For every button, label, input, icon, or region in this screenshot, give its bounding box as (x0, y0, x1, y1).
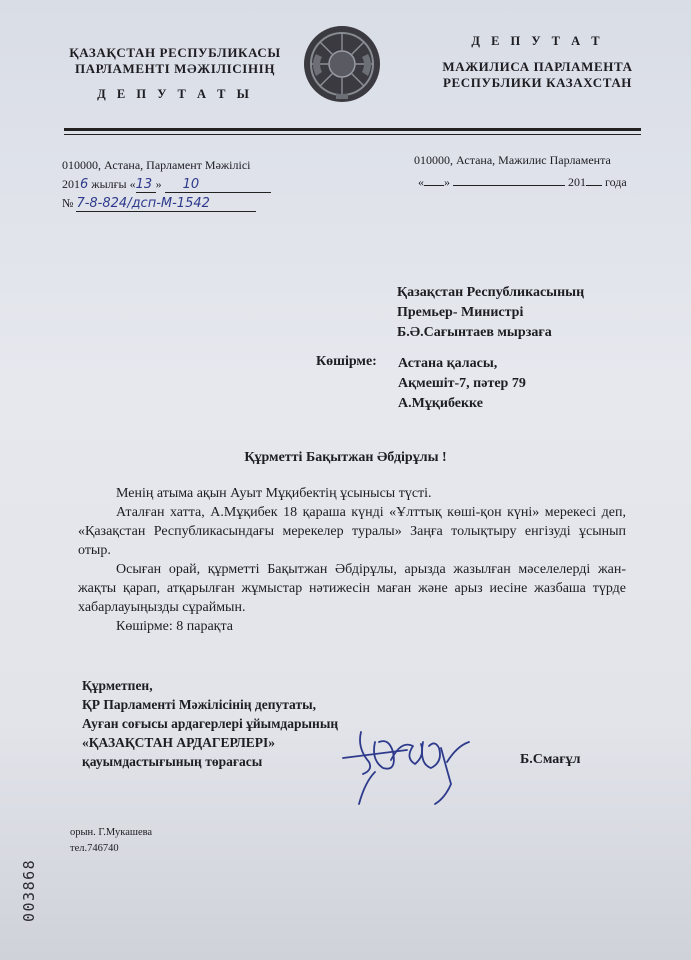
header-right-line3: РЕСПУБЛИКИ КАЗАХСТАН (442, 75, 633, 90)
executor-block (70, 825, 152, 857)
date-left-prefix: 201 (62, 177, 80, 191)
header-left-line3: Д Е П У Т А Т Ы (97, 87, 253, 101)
header-left (60, 45, 290, 102)
date-line-right (418, 173, 627, 190)
header-right-line1: Д Е П У Т А Т (471, 34, 604, 48)
header-right-line2: МАЖИЛИСА ПАРЛАМЕНТА (442, 59, 633, 74)
salutation: Құрметті Бақытжан Әбдірұлы ! (244, 450, 447, 465)
signature-line4: «ҚАЗАҚСТАН АРДАГЕРЛЕРІ» (82, 735, 276, 750)
date-right-year-blank (586, 173, 602, 186)
date-left-mid: жылғы « (88, 177, 136, 191)
recipient-line3: Б.Ә.Сағынтаев мырзаға (397, 325, 552, 340)
date-right-open: « (418, 175, 424, 189)
copy-label: Көшірме: (316, 354, 377, 369)
header-rule-thin (64, 134, 641, 135)
body-paragraph-4: Көшірме: 8 парақта (116, 619, 233, 634)
number-left-prefix: № (62, 196, 74, 210)
copy-line3: А.Мұқибекке (398, 396, 483, 411)
date-left-month-hand: 10 (165, 177, 271, 193)
executor-phone: тел.746740 (70, 843, 119, 854)
date-right-close: » (444, 175, 450, 189)
emblem-icon (302, 24, 382, 104)
signature-block (82, 676, 338, 771)
handwritten-signature (335, 712, 485, 812)
address-right: 010000, Астана, Мажилис Парламента (414, 153, 611, 167)
body-paragraph-2: Аталған хатта, А.Мұқибек 18 қараша күнді «Ұлттық көші-қон күні» мерекесі деп, «Қазақстан Республикасындағы мерекелер туралы» Заңға толықтыру енгізуді ұсынып отыр. (78, 505, 626, 558)
signature-line2: ҚР Парламенті Мәжілісінің депутаты, (82, 697, 316, 712)
date-right-suffix: года (605, 175, 627, 189)
letter-body (78, 484, 626, 636)
body-paragraph-3: Осыған орай, құрметті Бақытжан Әбдірұлы, арызда жазылған мәселелерді жан-жақты қарап, атқарылған жұмыстар нәтижесін маған және арыз иесіне жазбаша түрде хабарлауыңызды сұраймын. (78, 562, 626, 615)
header-right (420, 34, 655, 91)
signature-line3: Ауған соғысы ардагерлері ұйымдарының (82, 716, 339, 731)
date-line-left (62, 177, 271, 193)
number-line-left (62, 196, 256, 212)
date-left-year-hand: 6 (80, 177, 89, 192)
address-left: 010000, Астана, Парламент Мәжілісі (62, 158, 251, 172)
copy-line2: Ақмешіт-7, пәтер 79 (398, 376, 526, 391)
serial-number: 003868 (20, 858, 38, 922)
header-rule-thick (64, 128, 641, 131)
recipient-line2: Премьер- Министрі (397, 305, 524, 320)
number-left-hand: 7-8-824/дсп-М-1542 (76, 196, 256, 212)
signature-line1: Құрметпен, (82, 678, 153, 693)
recipient-line1: Қазақстан Республикасының (397, 285, 585, 300)
date-left-close: » (155, 177, 162, 191)
signature-line5: қауымдастығының төрағасы (82, 754, 263, 769)
copy-block (398, 354, 526, 414)
date-right-year: 201 (568, 175, 586, 189)
copy-line1: Астана қаласы, (398, 356, 498, 371)
executor-name: орын. Г.Мукашева (70, 827, 153, 838)
recipient-block (397, 283, 584, 343)
date-right-month-blank (453, 173, 565, 186)
signatory-name: Б.Смағұл (520, 752, 581, 767)
date-right-day-blank (424, 173, 444, 186)
header-left-line2: ПАРЛАМЕНТІ МӘЖІЛІСІНІҢ (74, 61, 276, 76)
date-left-day-hand: 13 (136, 177, 156, 193)
header-left-line1: ҚАЗАҚСТАН РЕСПУБЛИКАСЫ (69, 45, 281, 60)
body-paragraph-1: Менің атыма ақын Ауыт Мұқибектің ұсынысы түсті. (116, 486, 432, 501)
